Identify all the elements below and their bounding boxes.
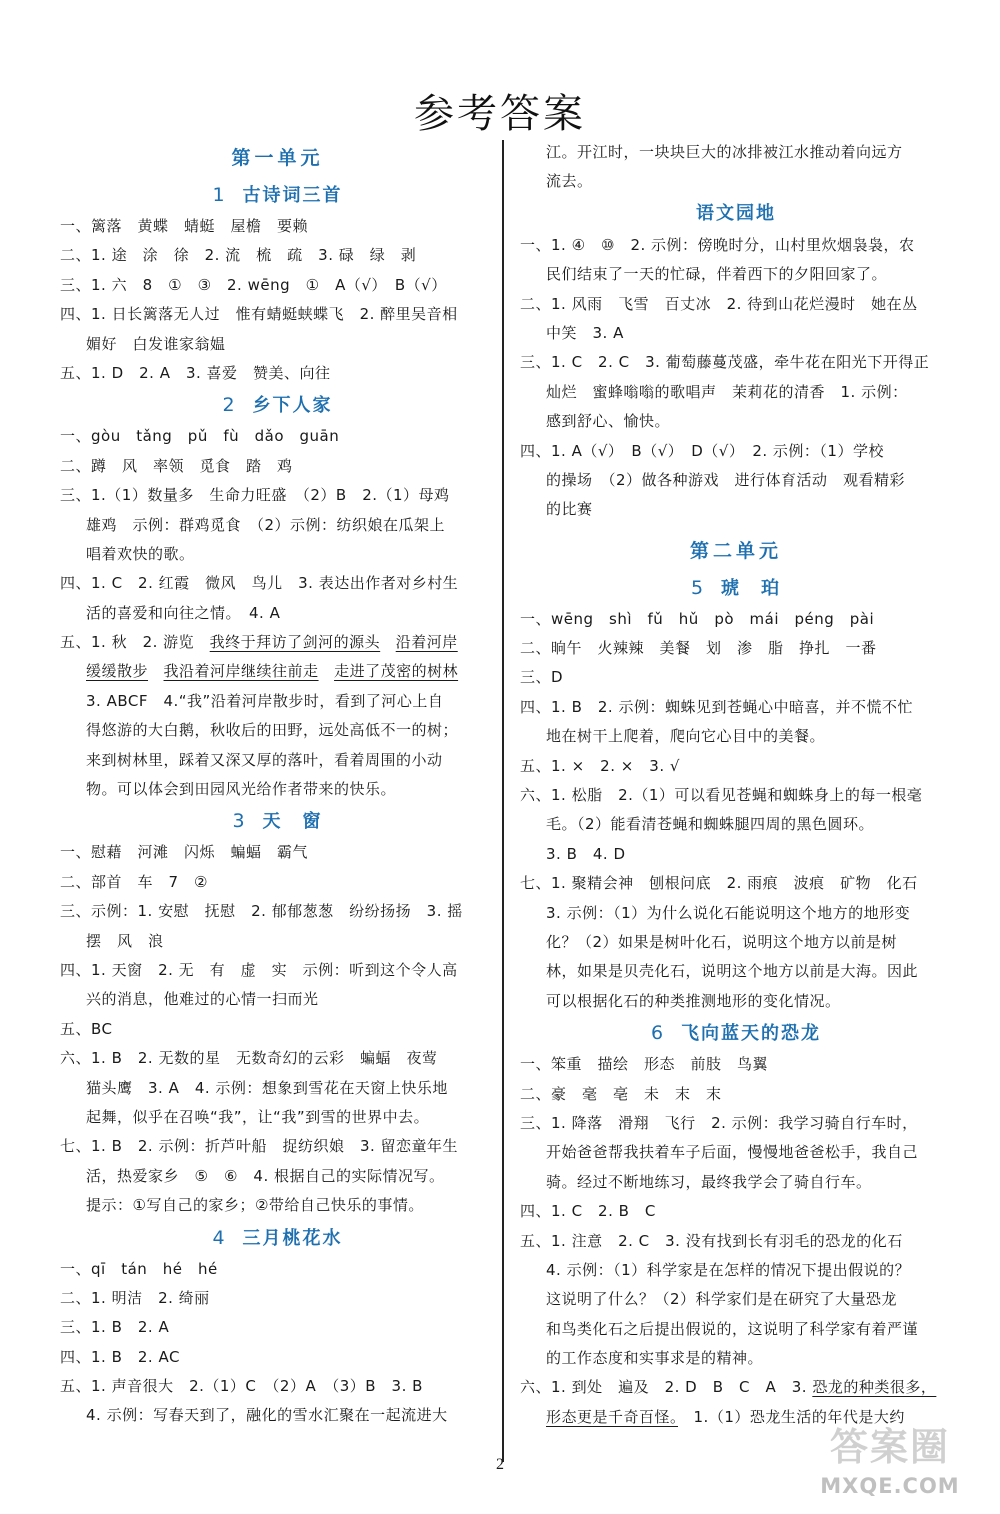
answer-line: 灿烂 蜜蜂嗡嗡的歌唱声 茉莉花的清香 1. 示例：	[546, 382, 908, 401]
answer-line: 3. B 4. D	[546, 844, 626, 863]
underlined-answer: 我沿着河岸继续往前走	[163, 662, 319, 681]
answer-line: 化？（2）如果是树叶化石，说明这个地方以前是树	[546, 932, 898, 951]
answer-line: 兴的消息，他难过的心情一扫而光	[86, 990, 319, 1009]
answer-line: 二、部首 车 7 ②	[60, 872, 208, 891]
answer-line: 3. ABCF 4.“我”沿着河岸散步时，看到了河心上自	[86, 691, 444, 710]
answer-line: 五、1. × 2. × 3. √	[520, 756, 680, 775]
answer-line: 毛。（2）能看清苍蝇和蜘蛛腿四周的黑色圆环。	[546, 815, 875, 834]
answer-line: 雄鸡 示例：群鸡觅食 （2）示例：纺织娘在瓜架上	[86, 515, 446, 534]
answer-line: 四、1. B 2. AC	[60, 1347, 180, 1366]
answer-line: 的比赛	[546, 500, 593, 519]
answer-line: 五、1. 秋 2. 游览 我终于拜访了剑河的源头 沿着河岸	[60, 633, 458, 652]
answer-line: 二、晌午 火辣辣 美餐 划 渗 脂 挣扎 一番	[520, 639, 877, 658]
answer-line: 中笑 3. A	[546, 323, 624, 342]
answer-line: 来到树林里，踩着又深又厚的落叶，看着周围的小动	[86, 750, 443, 769]
answer-line: 四、1. C 2. 红霞 微风 鸟儿 3. 表达出作者对乡村生	[60, 574, 459, 593]
underlined-answer: 我终于拜访了剑河的源头	[209, 633, 381, 652]
answer-line: 的工作态度和实事求是的精神。	[546, 1349, 764, 1368]
underlined-answer: 恐龙的种类很多，	[812, 1378, 937, 1397]
answer-line: 七、1. B 2. 示例：折芦叶船 捉纺织娘 3. 留恋童年生	[60, 1137, 459, 1156]
answer-line: 起舞，似乎在召唤“我”，让“我”到雪的世界中去。	[86, 1107, 430, 1126]
answer-line: 4. 示例：（1）科学家是在怎样的情况下提出假说的？	[546, 1260, 911, 1279]
answer-line: 一、1. ④ ⑩ 2. 示例：傍晚时分，山村里炊烟袅袅，农	[520, 235, 915, 254]
answer-line: 民们结束了一天的忙碌，伴着西下的夕阳回家了。	[546, 265, 888, 284]
answer-line: 的操场 （2）做各种游戏 进行体育活动 观看精彩	[546, 470, 906, 489]
lesson-5-answers	[520, 605, 952, 1016]
column-divider	[502, 140, 504, 1462]
answer-line: 一、gòu tǎng pǔ fù dǎo guān	[60, 427, 340, 446]
answer-line: 3. 示例：（1）为什么说化石能说明这个地方的地形变	[546, 903, 911, 922]
unit-heading-1: 第一单元	[231, 147, 324, 169]
answer-line: 提示：①写自己的家乡；②带给自己快乐的事情。	[86, 1196, 424, 1215]
answer-line: 活，热爱家乡 ⑤ ⑥ 4. 根据自己的实际情况写。	[86, 1166, 445, 1185]
answer-line: 林，如果是贝壳化石，说明这个地方以前是大海。因此	[546, 962, 919, 981]
lesson-heading-1: 1 古诗词三首	[212, 184, 343, 206]
answer-line: 二、豪 毫 亳 未 末 末	[520, 1084, 722, 1103]
answer-line: 三、示例：1. 安慰 抚慰 2. 郁郁葱葱 纷纷扬扬 3. 摇	[60, 902, 463, 921]
underlined-answer: 沿着河岸	[395, 633, 458, 652]
answer-line: 媚好 白发谁家翁媪	[86, 334, 226, 353]
underlined-answer: 形态更是千奇百怪。	[546, 1407, 679, 1426]
answer-line: 一、篱落 黄蝶 蜻蜓 屋檐 要赖	[60, 217, 309, 235]
answer-line: 四、1. 天窗 2. 无 有 虚 实 示例：听到这个令人高	[60, 960, 458, 979]
left-column	[60, 138, 495, 1431]
answer-line: 一、慰藉 河滩 闪烁 蝙蝠 霸气	[60, 843, 309, 862]
answer-line: 感到舒心、愉快。	[546, 412, 671, 431]
lesson-6-answers	[520, 1050, 952, 1432]
section-heading-yuwen: 语文园地	[696, 202, 776, 224]
answer-line: 地在树干上爬着，爬向它心目中的美餐。	[546, 727, 826, 746]
answer-line: 骑。经过不断地练习，最终我学会了骑自行车。	[546, 1172, 872, 1191]
answer-line: 可以根据化石的种类推测地形的变化情况。	[546, 991, 841, 1010]
right-column	[520, 138, 952, 1432]
underlined-answer: 缓缓散步	[86, 662, 149, 681]
answer-line: 三、1. 降落 滑翔 飞行 2. 示例：我学习骑自行车时，	[520, 1113, 918, 1132]
answer-line: 六、1. 松脂 2.（1）可以看见苍蝇和蜘蛛身上的每一根毫	[520, 786, 923, 805]
answer-line: 六、1. B 2. 无数的星 无数奇幻的云彩 蝙蝠 夜莺	[60, 1049, 438, 1068]
lesson-4-answers	[60, 1255, 495, 1431]
watermark-url: MXQE.COM	[820, 1474, 960, 1498]
watermark-logo	[795, 1418, 985, 1508]
answer-line: 江。开江时，一块块巨大的冰排被江水推动着向远方	[546, 143, 903, 161]
answer-line: 二、1. 明洁 2. 绮丽	[60, 1288, 210, 1307]
answer-line: 四、1. B 2. 示例：蜘蛛见到苍蝇心中暗喜，并不慌不忙	[520, 697, 913, 716]
lesson-heading-2: 2 乡下人家	[222, 394, 333, 417]
answer-line: 四、1. A（√） B（√） D（√） 2. 示例：（1）学校	[520, 441, 884, 460]
answer-line: 二、蹲 风 率领 觅食 踏 鸡	[60, 456, 293, 475]
answer-line: 物。可以体会到田园风光给作者带来的快乐。	[86, 780, 397, 799]
lesson-2-answers	[60, 422, 495, 804]
unit-heading-2: 第二单元	[689, 539, 782, 562]
answer-line: 六、1. 到处 遍及 2. D B C A 3. 恐龙的种类很多，	[520, 1378, 937, 1397]
lesson-1-answers	[60, 212, 495, 388]
answer-line: 这说明了什么？（2）科学家们是在研究了大量恐龙	[546, 1290, 898, 1309]
answer-line: 三、D	[520, 668, 564, 687]
page-number: 2	[496, 1456, 504, 1473]
answer-line: 二、1. 风雨 飞雪 百丈冰 2. 待到山花烂漫时 她在丛	[520, 294, 918, 313]
answer-line: 流去。	[546, 172, 593, 191]
answer-line: 七、1. 聚精会神 刨根问底 2. 雨痕 波痕 矿物 化石	[520, 874, 918, 893]
answer-line: 形态更是千奇百怪。 1.（1）恐龙生活的年代是大约	[546, 1407, 905, 1426]
answer-line: 五、1. 注意 2. C 3. 没有找到长有羽毛的恐龙的化石	[520, 1231, 903, 1250]
lesson-heading-5: 5 琥 珀	[690, 576, 782, 599]
answer-line	[60, 657, 495, 686]
answer-line: 猫头鹰 3. A 4. 示例：想象到雪花在天窗上快乐地	[86, 1078, 448, 1097]
answer-line: 一、qī tán hé hé	[60, 1259, 218, 1278]
answer-line: 一、wēng shì fǔ hǔ pò mái péng pài	[520, 609, 875, 628]
answer-line: 四、1. 日长篱落无人过 惟有蜻蜓蛱蝶飞 2. 醉里吴音相	[60, 305, 458, 324]
answer-line: 三、1. C 2. C 3. 葡萄藤蔓茂盛，牵牛花在阳光下开得正	[520, 353, 930, 372]
answer-line: 三、1. B 2. A	[60, 1318, 170, 1337]
answer-line: 二、1. 途 涂 徐 2. 流 梳 疏 3. 碌 绿 剥	[60, 246, 417, 265]
answer-line: 四、1. C 2. B C	[520, 1202, 656, 1221]
answer-line: 摆 风 浪	[86, 931, 164, 950]
lesson-heading-4: 4 三月桃花水	[212, 1226, 343, 1249]
underlined-answer: 走进了茂密的树林	[334, 662, 459, 681]
answer-line: 得悠游的大白鹅，秋收后的田野，远处高低不一的树；	[86, 721, 459, 740]
answer-line: 4. 示例：写春天到了，融化的雪水汇聚在一起流进大	[86, 1406, 448, 1425]
answer-line: 开始爸爸帮我扶着车子后面，慢慢地爸爸松手，我自己	[546, 1143, 919, 1162]
answer-line: 五、1. 声音很大 2.（1）C （2）A （3）B 3. B	[60, 1377, 423, 1396]
answer-line: 一、笨重 描绘 形态 前肢 鸟翼	[520, 1055, 769, 1074]
answer-line: 五、1. D 2. A 3. 喜爱 赞美、向往	[60, 363, 331, 382]
answer-line: 三、1. 六 8 ① ③ 2. wēng ① A（√） B（√）	[60, 275, 447, 294]
lesson-heading-3: 3 天 窗	[232, 810, 323, 833]
answer-line: 唱着欢快的歌。	[86, 544, 195, 563]
answer-line: 三、1.（1）数量多 生命力旺盛 （2）B 2.（1）母鸡	[60, 486, 450, 505]
lesson-3-answers	[60, 838, 495, 1220]
yuwen-answers	[520, 231, 952, 525]
watermark-badge: 答案圈	[829, 1425, 950, 1469]
answer-line: 和鸟类化石之后提出假说的，这说明了科学家有着严谨	[546, 1319, 919, 1338]
page-title: 参考答案	[414, 91, 586, 137]
answer-line: 五、BC	[60, 1019, 113, 1038]
answer-line: 活的喜爱和向往之情。 4. A	[86, 603, 281, 622]
lesson-heading-6: 6 飞向蓝天的恐龙	[650, 1022, 822, 1045]
